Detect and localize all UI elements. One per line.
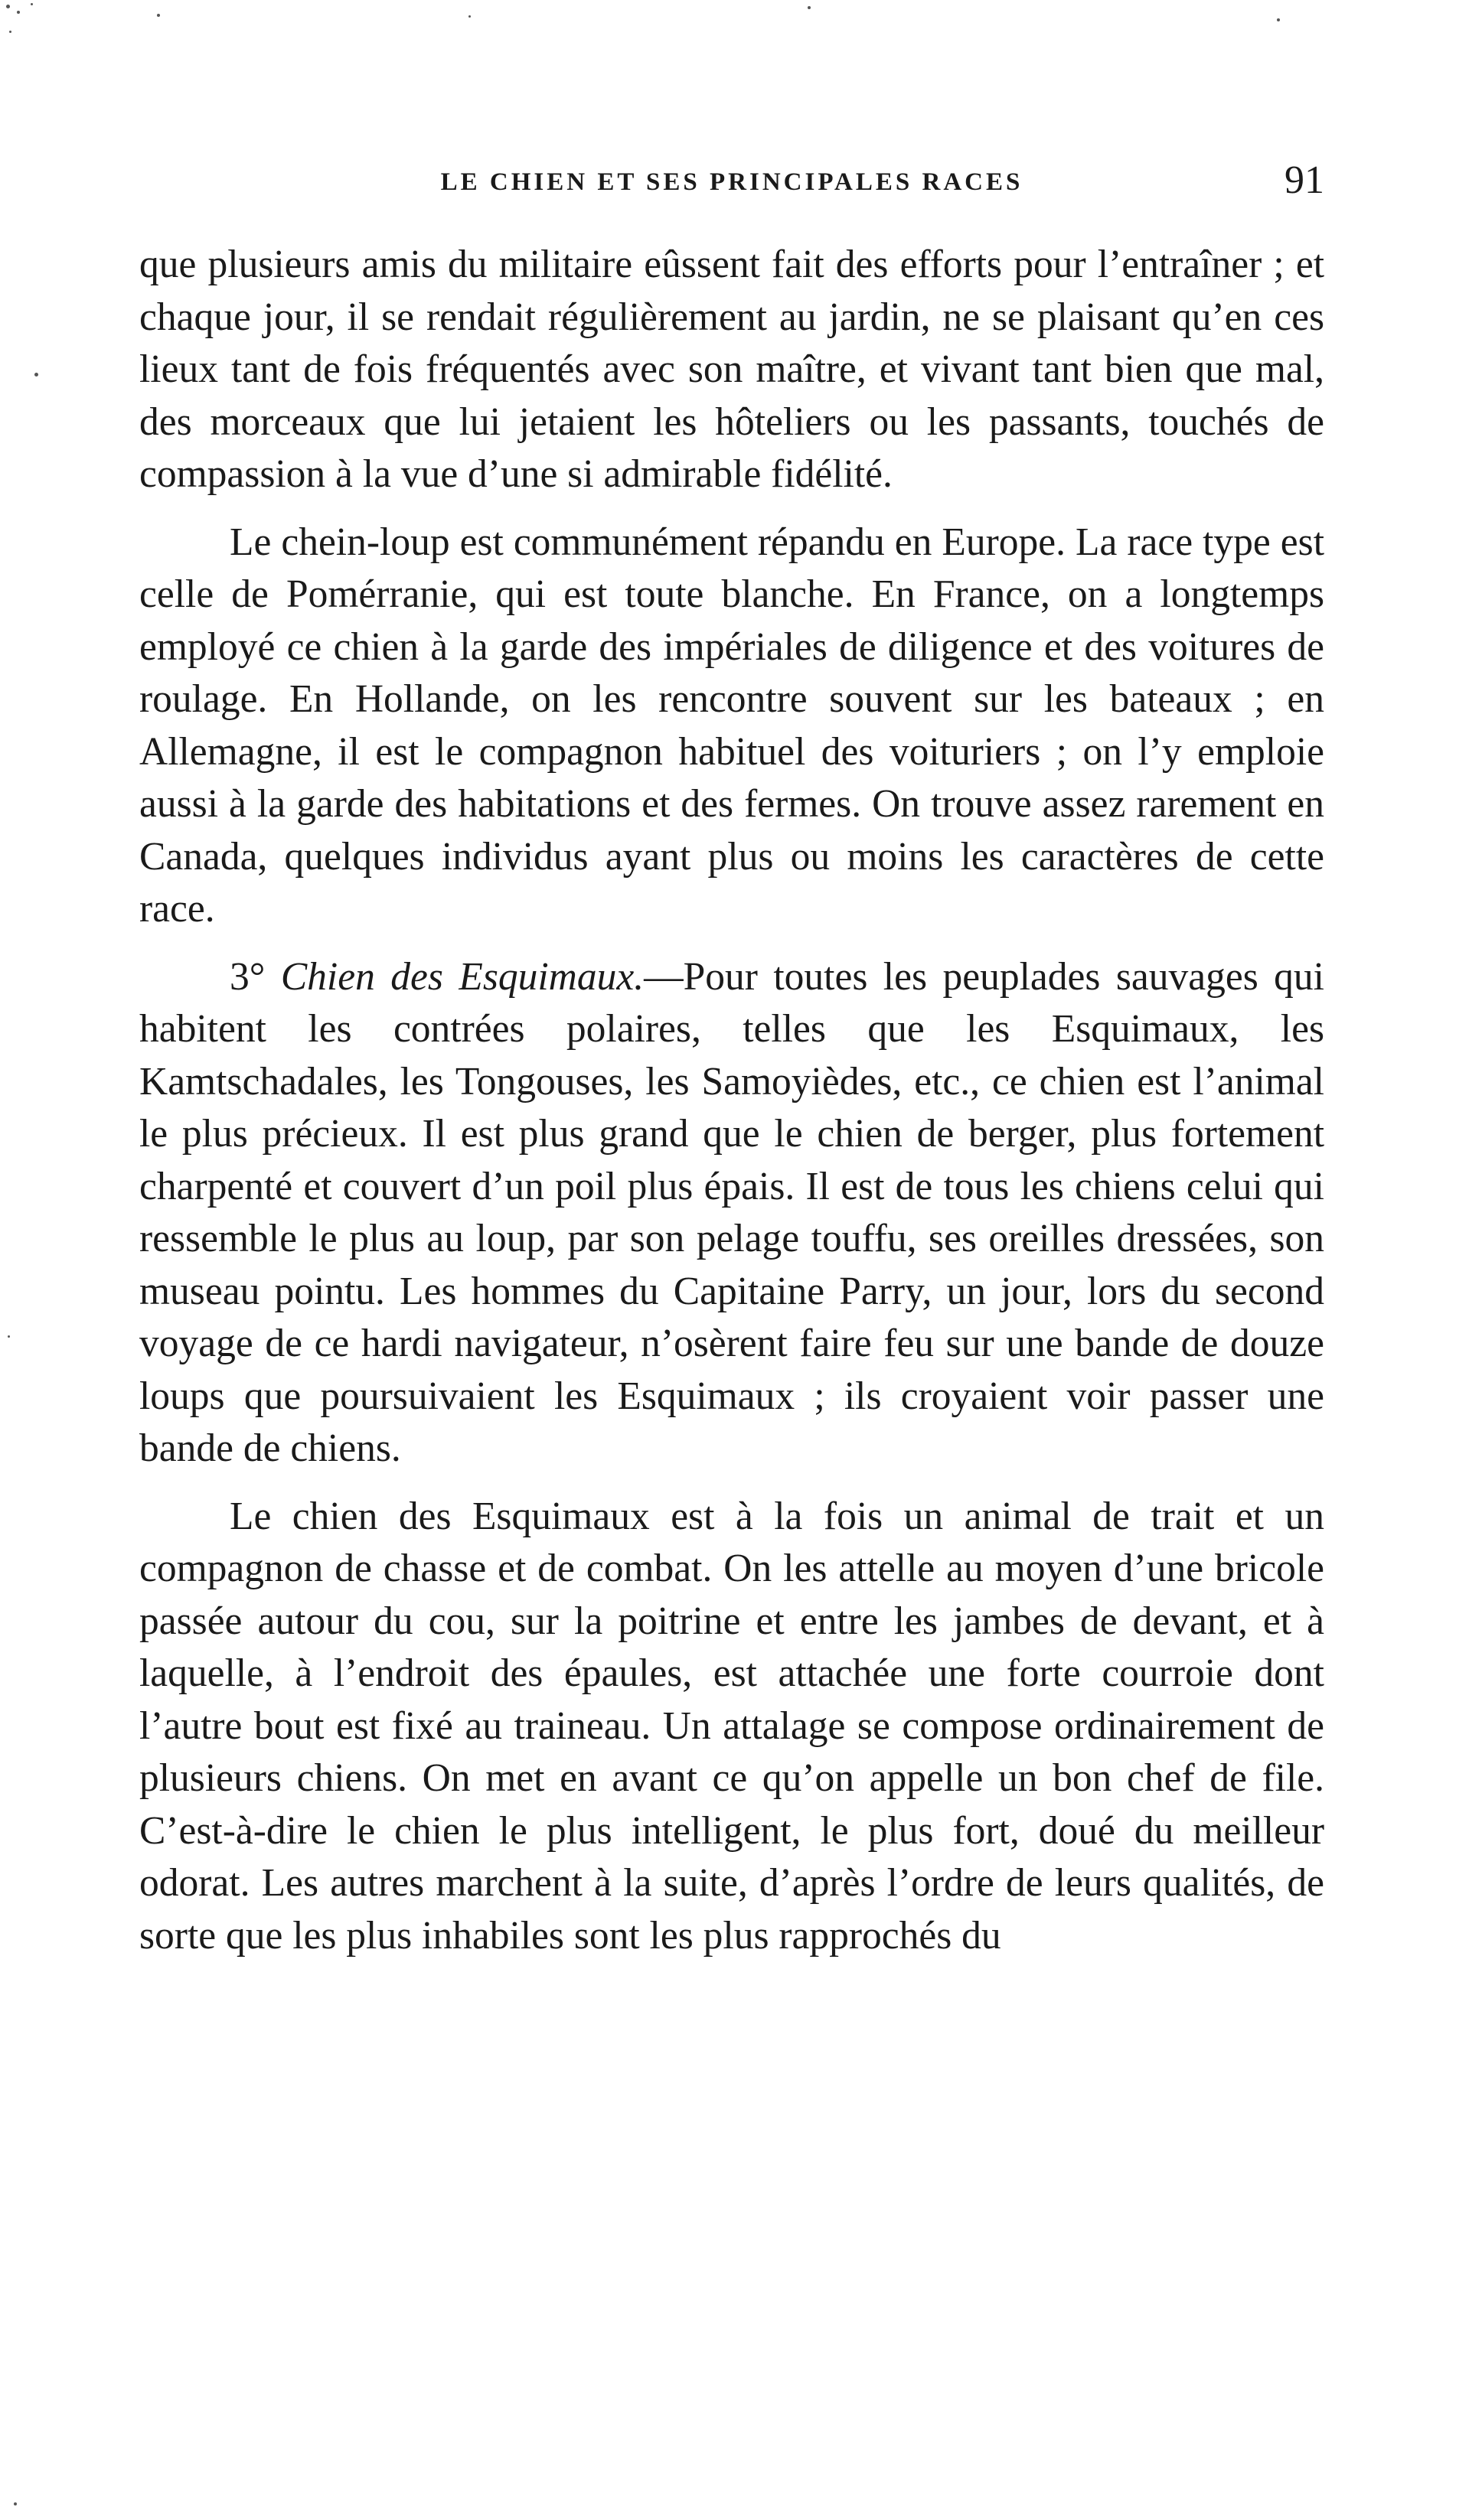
- paragraph: Le chein-loup est communément répandu en Europe. La race type est celle de Pomérranie, qui est toute blanche. En France, on a longtemps employé ce chien à la garde des impériales de diligence et des voitures de roulage. En Hollande, on les rencontre souvent sur les bateaux ; en Allemagne, il est le compagnon habituel des voituriers ; on l’y emploie aussi à la garde des habitations et des fermes. On trouve assez rarement en Canada, quelques individus ayant plus ou moins les caractères de cette race.: [139, 520, 1324, 931]
- scan-speck: [34, 373, 38, 377]
- paragraph: [139, 951, 1324, 1475]
- scan-speck: [9, 31, 11, 33]
- scan-speck: [468, 15, 471, 18]
- scan-speck: [14, 2502, 17, 2505]
- scan-speck: [157, 14, 160, 17]
- body-text: [139, 239, 1324, 1977]
- section-number: 3°: [230, 954, 266, 999]
- paragraph: Le chien des Esquimaux est à la fois un animal de trait et un compagnon de chasse et de combat. On les attelle au moyen d’une bricole passée autour du cou, sur la poitrine et entre les jambes de devant, et à laquelle, à l’endroit des épaules, est attachée une forte courroie dont l’autre bout est fixé au traineau. Un attalage se compose ordinairement de plusieurs chiens. On met en avant ce qu’on appelle un bon chef de file. C’est-à-dire le chien le plus intelligent, le plus fort, doué du meilleur odorat. Les autres marchent à la suite, d’après l’ordre de leurs qualités, de sorte que les plus inhabiles sont les plus rapprochés du: [139, 1494, 1324, 1958]
- running-title: LE CHIEN ET SES PRINCIPALES RACES: [440, 168, 1023, 196]
- paragraph: que plusieurs amis du militaire eûssent fait des efforts pour l’entraîner ; et chaque jour, il se rendait régulièrement au jardin, ne se plaisant qu’en ces lieux tant de fois fréquentés avec son maître, et vivant tant bien que mal, des morceaux que lui jetaient les hôteliers ou les passants, touchés de compassion à la vue d’une si admirable fidélité.: [139, 243, 1324, 496]
- page-number: 91: [1285, 158, 1324, 202]
- scan-speck: [17, 11, 20, 14]
- scan-speck: [1277, 18, 1280, 21]
- scan-speck: [8, 1335, 10, 1338]
- page-header: [139, 152, 1324, 220]
- scan-speck: [808, 6, 811, 9]
- scan-speck: [6, 5, 10, 8]
- paragraph-text: —Pour toutes les peuplades sauvages qui habitent les contrées polaires, telles que les Esquimaux, les Kamtschadales, les Tongouses, les Samoyièdes, etc., ce chien est l’animal le plus précieux. Il est plus grand que le chien de berger, plus fortement charpenté et couvert d’un poil plus épais. Il est de tous les chiens celui qui ressemble le plus au loup, par son pelage touffu, ses oreilles dressées, son museau pointu. Les hommes du Capitaine Parry, un jour, lors du second voyage de ce hardi navigateur, n’osèrent faire feu sur une bande de douze loups que poursuivaient les Esquimaux ; ils croyaient voir passer une bande de chiens.: [139, 954, 1324, 1470]
- scan-speck: [31, 3, 33, 5]
- section-heading: Chien des Esquimaux.: [280, 954, 645, 999]
